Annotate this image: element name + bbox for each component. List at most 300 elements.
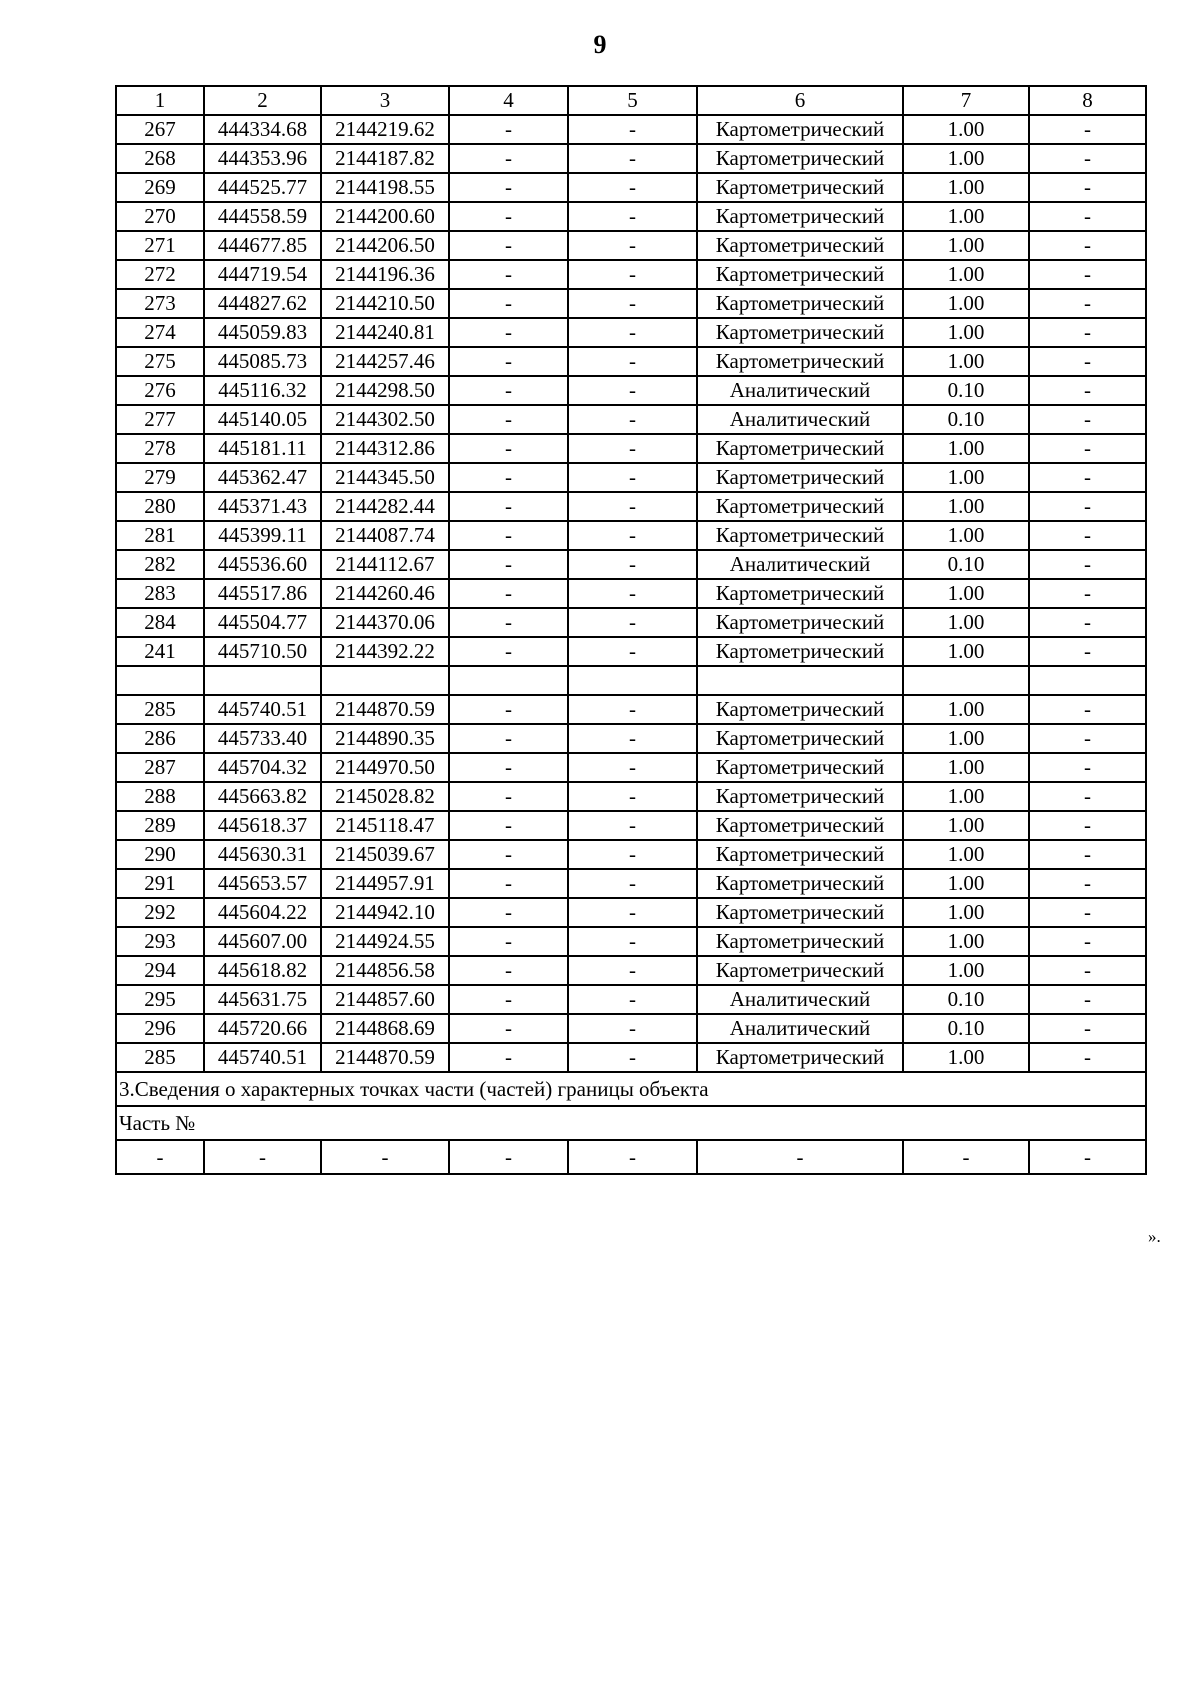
table-cell: 280 [116,492,204,521]
table-cell: - [1029,318,1146,347]
table-cell: - [449,608,568,637]
table-cell: 2144942.10 [321,898,449,927]
table-cell: 273 [116,289,204,318]
table-cell: - [1029,724,1146,753]
table-cell: 2 [204,86,321,115]
table-cell: Картометрический [697,956,903,985]
table-body [116,86,1146,1174]
table-cell: - [568,840,697,869]
table-cell: - [568,1140,697,1174]
table-cell: 2144087.74 [321,521,449,550]
table-cell: - [568,231,697,260]
table-cell: - [449,318,568,347]
table-cell: - [1029,840,1146,869]
table-cell: 1.00 [903,463,1029,492]
table-cell: 445504.77 [204,608,321,637]
table-cell: 2144970.50 [321,753,449,782]
table-cell: 241 [116,637,204,666]
table-cell: 7 [903,86,1029,115]
table-cell: 1.00 [903,608,1029,637]
table-row [116,753,1146,782]
table-cell: 445181.11 [204,434,321,463]
table-cell: 1.00 [903,115,1029,144]
table-cell: Картометрический [697,579,903,608]
table-cell: - [1029,985,1146,1014]
empty-cell [697,666,903,695]
table-cell: 444558.59 [204,202,321,231]
coordinates-table [115,85,1147,1175]
table-cell: 445371.43 [204,492,321,521]
table-row [116,637,1146,666]
table-cell: 2144870.59 [321,695,449,724]
table-cell: 1.00 [903,144,1029,173]
table-cell: 279 [116,463,204,492]
table-row [116,173,1146,202]
table-cell: 445604.22 [204,898,321,927]
table-cell: 1.00 [903,434,1029,463]
table-cell: 1.00 [903,695,1029,724]
table-cell: 2144257.46 [321,347,449,376]
table-cell: 2144219.62 [321,115,449,144]
table-cell: - [1029,173,1146,202]
table-cell: - [449,898,568,927]
table-cell: Картометрический [697,463,903,492]
table-cell: 6 [697,86,903,115]
table-cell: 445607.00 [204,927,321,956]
table-cell: 1.00 [903,956,1029,985]
table-cell: Картометрический [697,1043,903,1072]
table-cell: 444827.62 [204,289,321,318]
table-cell: - [1029,1043,1146,1072]
table-cell: - [1029,898,1146,927]
table-cell: Картометрический [697,869,903,898]
table-cell: 445140.05 [204,405,321,434]
table-cell: - [449,985,568,1014]
table-cell: 2144312.86 [321,434,449,463]
table-cell: - [449,260,568,289]
table-cell: Аналитический [697,376,903,405]
table-cell: Картометрический [697,521,903,550]
table-row [116,579,1146,608]
table-cell: 2144210.50 [321,289,449,318]
table-row [116,376,1146,405]
table-cell: - [568,434,697,463]
table-row [116,782,1146,811]
table-row [116,521,1146,550]
table-cell: 444353.96 [204,144,321,173]
table-cell: - [568,202,697,231]
table-cell: 2144957.91 [321,869,449,898]
table-cell: - [321,1140,449,1174]
table-cell: 289 [116,811,204,840]
table-cell: 268 [116,144,204,173]
table-cell: - [568,1043,697,1072]
table-cell: 2144370.06 [321,608,449,637]
table-cell: Картометрический [697,289,903,318]
table-row [116,811,1146,840]
table-cell: 0.10 [903,985,1029,1014]
table-cell: - [1029,637,1146,666]
empty-cell [204,666,321,695]
table-cell: - [568,550,697,579]
table-cell: 445631.75 [204,985,321,1014]
table-cell: - [568,1014,697,1043]
table-cell: 445740.51 [204,1043,321,1072]
table-cell: - [1029,521,1146,550]
table-cell: - [568,115,697,144]
table-cell: 1.00 [903,173,1029,202]
table-cell: 1.00 [903,492,1029,521]
table-cell: - [449,405,568,434]
table-cell: 1.00 [903,231,1029,260]
table-cell: - [568,637,697,666]
table-cell: - [449,1014,568,1043]
table-row [116,898,1146,927]
table-cell: 1.00 [903,898,1029,927]
table-cell: 2144302.50 [321,405,449,434]
empty-cell [116,666,204,695]
table-cell: 2144260.46 [321,579,449,608]
empty-cell [568,666,697,695]
table-cell: 1.00 [903,347,1029,376]
table-cell: - [449,434,568,463]
table-cell: - [449,376,568,405]
table-row [116,434,1146,463]
table-cell: 5 [568,86,697,115]
table-cell: 2144857.60 [321,985,449,1014]
table-cell: 445704.32 [204,753,321,782]
table-cell: 2144924.55 [321,927,449,956]
table-cell: - [449,840,568,869]
table-cell: 445663.82 [204,782,321,811]
table-cell: - [1029,492,1146,521]
table-cell: 0.10 [903,405,1029,434]
table-cell: - [1029,231,1146,260]
table-cell: 2144890.35 [321,724,449,753]
table-cell: - [449,550,568,579]
table-cell: - [568,608,697,637]
table-cell: 2144198.55 [321,173,449,202]
table-cell: 1.00 [903,202,1029,231]
table-cell: Картометрический [697,840,903,869]
table-cell: - [1029,782,1146,811]
table-cell: - [568,347,697,376]
table-row [116,840,1146,869]
table-cell: 290 [116,840,204,869]
table-cell: 445618.37 [204,811,321,840]
table-cell: Картометрический [697,782,903,811]
table-cell: Картометрический [697,695,903,724]
table-cell: - [1029,869,1146,898]
table-cell: 445362.47 [204,463,321,492]
table-cell: 291 [116,869,204,898]
table-cell: - [568,579,697,608]
table-cell: 269 [116,173,204,202]
table-cell: - [568,260,697,289]
empty-cell [321,666,449,695]
table-cell: - [449,492,568,521]
page-number: 9 [593,30,607,59]
table-cell: - [449,927,568,956]
table-cell: - [568,289,697,318]
table-cell: Картометрический [697,492,903,521]
table-row [116,260,1146,289]
table-cell: 444525.77 [204,173,321,202]
table-cell: 444334.68 [204,115,321,144]
table-cell: 270 [116,202,204,231]
table-cell: - [449,637,568,666]
table-cell: Картометрический [697,753,903,782]
table-cell: 283 [116,579,204,608]
table-cell: Картометрический [697,927,903,956]
table-cell: 8 [1029,86,1146,115]
table-cell: - [449,1140,568,1174]
table-cell: 2144345.50 [321,463,449,492]
table-row [116,1043,1146,1072]
table-cell: 292 [116,898,204,927]
table-cell: - [568,956,697,985]
table-cell: - [568,811,697,840]
table-cell: Картометрический [697,347,903,376]
table-cell: 445653.57 [204,869,321,898]
table-cell: Картометрический [697,260,903,289]
table-cell: - [1029,811,1146,840]
table-row [116,405,1146,434]
table-cell: - [449,521,568,550]
part-number-label: Часть № [116,1106,1146,1140]
table-row [116,144,1146,173]
table-cell: - [568,173,697,202]
table-row [116,318,1146,347]
table-cell: 445085.73 [204,347,321,376]
table-cell: 286 [116,724,204,753]
table-cell: 445116.32 [204,376,321,405]
table-row [116,492,1146,521]
table-cell: 284 [116,608,204,637]
table-cell: - [568,318,697,347]
table-cell: 2144868.69 [321,1014,449,1043]
table-cell: - [449,753,568,782]
table-cell: - [1029,956,1146,985]
table-cell: 2144200.60 [321,202,449,231]
table-cell: 1 [116,86,204,115]
table-cell: Картометрический [697,173,903,202]
table-cell: Картометрический [697,434,903,463]
table-cell: Картометрический [697,811,903,840]
table-cell: Картометрический [697,115,903,144]
table-cell: - [568,927,697,956]
table-cell: 296 [116,1014,204,1043]
empty-cell [449,666,568,695]
table-cell: - [449,173,568,202]
table-cell: 1.00 [903,289,1029,318]
table-cell: 445517.86 [204,579,321,608]
table-cell: - [449,869,568,898]
table-cell: - [697,1140,903,1174]
table-cell: - [568,405,697,434]
table-row [116,724,1146,753]
empty-cell [1029,666,1146,695]
table-cell: Картометрический [697,144,903,173]
table-cell: - [449,115,568,144]
table-cell: - [1029,1140,1146,1174]
table-cell: Картометрический [697,202,903,231]
section-3-title: 3.Сведения о характерных точках части (частей) границы объекта [116,1072,1146,1106]
table-header-row [116,86,1146,115]
table-cell: - [568,492,697,521]
table-cell: 1.00 [903,753,1029,782]
table-cell: - [204,1140,321,1174]
table-cell: 2144187.82 [321,144,449,173]
table-cell: 445720.66 [204,1014,321,1043]
table-cell: 294 [116,956,204,985]
table-cell: Аналитический [697,405,903,434]
table-cell: - [568,695,697,724]
table-cell: 281 [116,521,204,550]
table-cell: Картометрический [697,608,903,637]
table-cell: - [449,1043,568,1072]
table-cell: Картометрический [697,318,903,347]
table-cell: 445399.11 [204,521,321,550]
table-cell: 1.00 [903,637,1029,666]
table-cell: - [1029,376,1146,405]
table-cell: - [1029,434,1146,463]
table-row [116,550,1146,579]
table-row [116,202,1146,231]
table-cell: - [1029,115,1146,144]
table-cell: 295 [116,985,204,1014]
part-number-row [116,1106,1146,1140]
table-cell: - [1029,608,1146,637]
table-cell: 1.00 [903,260,1029,289]
table-cell: 276 [116,376,204,405]
table-cell: - [449,202,568,231]
table-row [116,956,1146,985]
table-cell: 445710.50 [204,637,321,666]
table-row [116,869,1146,898]
table-cell: 445618.82 [204,956,321,985]
table-cell: Картометрический [697,231,903,260]
table-cell: 445733.40 [204,724,321,753]
table-cell: - [449,231,568,260]
table-cell: 2145039.67 [321,840,449,869]
table-cell: - [449,579,568,608]
table-separator-row [116,666,1146,695]
table-cell: 2145028.82 [321,782,449,811]
table-row [116,985,1146,1014]
table-cell: - [1029,753,1146,782]
table-row [116,1014,1146,1043]
table-cell: - [1029,550,1146,579]
table-cell: - [1029,405,1146,434]
table-cell: 267 [116,115,204,144]
table-cell: 2144298.50 [321,376,449,405]
table-empty-part-row [116,1140,1146,1174]
table-cell: 282 [116,550,204,579]
table-cell: 274 [116,318,204,347]
table-cell: - [568,376,697,405]
table-cell: 445059.83 [204,318,321,347]
table-cell: Картометрический [697,637,903,666]
table-cell: 278 [116,434,204,463]
table-cell: 288 [116,782,204,811]
table-cell: - [568,782,697,811]
empty-cell [903,666,1029,695]
table-cell: - [568,869,697,898]
table-row [116,231,1146,260]
table-cell: - [449,289,568,318]
table-cell: 271 [116,231,204,260]
table-cell: 1.00 [903,869,1029,898]
closing-quote-mark: ». [1148,1227,1161,1246]
table-row [116,927,1146,956]
table-cell: 445740.51 [204,695,321,724]
table-cell: 2145118.47 [321,811,449,840]
table-cell: - [1029,463,1146,492]
table-cell: - [449,463,568,492]
table-cell: 1.00 [903,811,1029,840]
table-cell: 275 [116,347,204,376]
table-cell: 2144392.22 [321,637,449,666]
table-cell: - [1029,579,1146,608]
table-cell: - [449,144,568,173]
table-cell: 444719.54 [204,260,321,289]
table-cell: 2144856.58 [321,956,449,985]
table-cell: 2144240.81 [321,318,449,347]
table-cell: - [1029,695,1146,724]
table-row [116,289,1146,318]
table-cell: - [903,1140,1029,1174]
table-row [116,608,1146,637]
table-cell: 1.00 [903,1043,1029,1072]
table-cell: 1.00 [903,724,1029,753]
table-cell: 1.00 [903,927,1029,956]
table-cell: - [1029,1014,1146,1043]
table-row [116,695,1146,724]
table-cell: - [568,521,697,550]
table-cell: 277 [116,405,204,434]
table-cell: 272 [116,260,204,289]
table-cell: - [1029,927,1146,956]
table-cell: - [116,1140,204,1174]
table-cell: 2144112.67 [321,550,449,579]
table-row [116,463,1146,492]
table-cell: - [568,753,697,782]
table-cell: - [1029,289,1146,318]
table-cell: 445536.60 [204,550,321,579]
table-cell: 445630.31 [204,840,321,869]
table-cell: 293 [116,927,204,956]
table-cell: 1.00 [903,840,1029,869]
table-cell: - [449,811,568,840]
table-cell: 0.10 [903,1014,1029,1043]
table-cell: 287 [116,753,204,782]
table-cell: 285 [116,695,204,724]
table-cell: 0.10 [903,550,1029,579]
section-3-row [116,1072,1146,1106]
table-cell: - [568,898,697,927]
table-row [116,347,1146,376]
table-cell: 285 [116,1043,204,1072]
table-cell: - [568,985,697,1014]
table-cell: - [449,956,568,985]
table-cell: - [449,347,568,376]
table-cell: 2144870.59 [321,1043,449,1072]
table-cell: - [449,695,568,724]
table-cell: Аналитический [697,985,903,1014]
table-cell: - [449,782,568,811]
table-cell: - [568,463,697,492]
